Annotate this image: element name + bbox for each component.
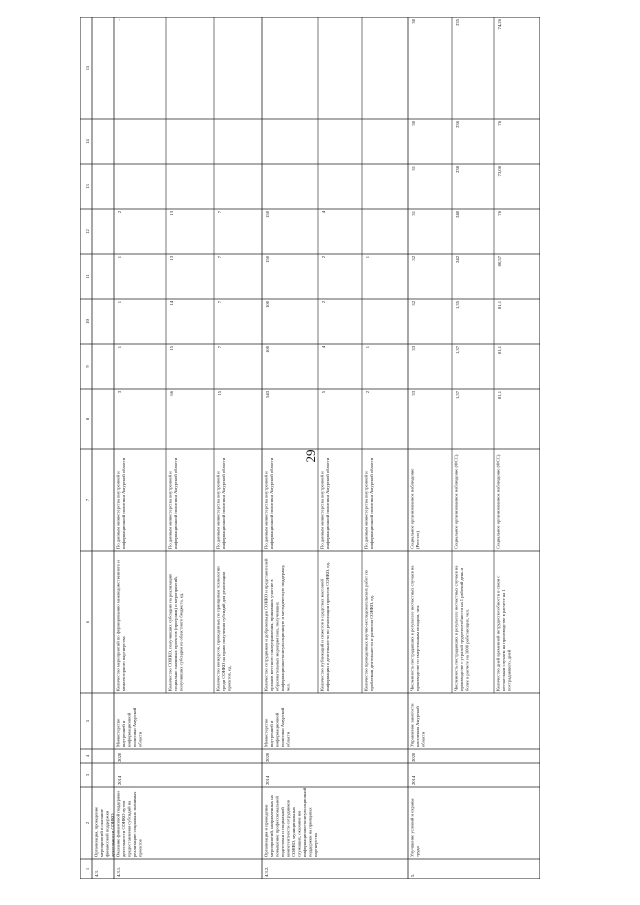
column-number-8: 8 [85, 417, 90, 421]
indicator-name: Численность пострадавших в результате несчастных случаев напроизводстве со смертельным исходом, чел. [409, 565, 421, 691]
row-start-year: 2014 [265, 775, 270, 785]
row-measure-name: Улучшение условий и охранытруда [409, 798, 421, 857]
indicator-value: 13 [169, 211, 174, 216]
indicator-value: 31 [411, 211, 416, 216]
indicator-value: 235 [455, 19, 460, 26]
row-start-year: 2014 [411, 775, 416, 785]
column-number-14: 14 [85, 139, 90, 144]
column-number-1: 1 [85, 867, 90, 871]
column-number-4: 4 [85, 754, 90, 758]
indicator-value: 5 [321, 391, 326, 394]
indicator-value: 33 [411, 391, 416, 396]
row-start-year: 2014 [117, 775, 122, 785]
rotated-table-sheet [80, 17, 540, 879]
indicator-value: 150 [265, 256, 270, 263]
indicator-value: 81,1 [497, 346, 502, 355]
column-number-10: 10 [85, 319, 90, 324]
indicator-value: 1,37 [455, 346, 460, 355]
column-number-5: 5 [85, 719, 90, 723]
indicator-source: По данным министерства внутренней иинформационной политики Амурской области [363, 457, 375, 549]
row-number: 4.3. [94, 870, 99, 877]
indicator-value: 2 [321, 256, 326, 259]
indicator-value: 80,57 [497, 256, 502, 267]
indicator-value: 7 [217, 256, 222, 259]
indicator-value: 1 [365, 346, 370, 349]
row-executor: Министерствовнутренней иинформационнойполитики Амурскойобласти [115, 707, 143, 747]
column-number-12: 12 [85, 229, 90, 234]
indicator-value: 30 [411, 121, 416, 126]
indicator-value: 30 [411, 19, 416, 24]
column-number-6: 6 [85, 620, 90, 624]
column-number-13: 13 [85, 184, 90, 189]
indicator-value: 13 [169, 256, 174, 261]
indicator-source: Социальное организованное наблюдение (ФСС) [495, 454, 501, 549]
indicator-name: Количество мероприятий по формированию межведомственного имежсекторного партнерства [115, 560, 127, 691]
row-end-year: 2020 [411, 752, 416, 762]
indicator-source: Социальное организованное наблюдение (ФСС) [453, 454, 459, 549]
column-number-3: 3 [85, 773, 90, 777]
indicator-value: 76 [497, 211, 502, 216]
indicator-value: - [117, 19, 122, 21]
column-number-7: 7 [85, 498, 90, 502]
indicator-value: 238 [455, 166, 460, 173]
indicator-name: Количество конкурсов, проведенных по принципам технологиисреди СОНКО на право получения субсидий для реализациипроектов, ед. [215, 566, 232, 691]
indicator-value: 1 [117, 301, 122, 304]
indicator-value: 100 [265, 346, 270, 353]
indicator-value: 73,06 [497, 166, 502, 177]
indicator-name: Количество сотрудников и добровольцев СОНКО и представителейорганов местного самоуправления, принявших участие вобразовательных мероприятиях, получившихинформационно-консультационную и методическую поддержку,чел. [263, 558, 291, 691]
indicator-value: 543 [265, 391, 270, 398]
indicator-value: 242 [455, 256, 460, 263]
table-body [80, 17, 540, 879]
column-number-9: 9 [85, 365, 90, 368]
indicator-value: 74,26 [497, 19, 502, 30]
indicator-value: 31 [411, 166, 416, 171]
indicator-value: 1 [117, 256, 122, 259]
row-measure-name: Организация и проведениемероприятий, направленных наповышение профессиональнойподготовки и социальнойкомпетентности сотрудниковСОНКО, муниципальныхслужащих, оказание иминформационно-консультационнойподдержки на принципахпартнерства [263, 787, 319, 857]
indicator-source: По данным министерства внутренней иинформационной политики Амурской области [115, 457, 127, 549]
indicator-value: 76 [497, 121, 502, 126]
page-number: 29 [303, 449, 318, 463]
row-end-year: 2020 [265, 752, 270, 762]
indicator-source: По данным министерства внутренней иинформационной политики Амурской области [263, 457, 275, 549]
indicator-value: 4 [321, 211, 326, 214]
indicator-value: 236 [455, 121, 460, 128]
row-number: 4.3.2. [264, 866, 269, 877]
indicator-name: Численность пострадавших в результате несчастных случаев напроизводстве с утратой трудоспособности на 1 рабочий день иболее в расчете на 1000 работающих, чел. [453, 565, 470, 691]
indicator-name: Количество СОНКО, получивших субсидию на реализациюсоциально значимых проектов (программ) и мероприятий,получивших субсидии из областного бюджета, ед. [167, 573, 184, 691]
indicator-name: Количество проведенных научно-исследовательских работ попроблемам деятельности и развития СОНКО, ед. [363, 570, 375, 691]
row-number: 4.3.1. [116, 866, 121, 877]
indicator-value: 32 [411, 301, 416, 306]
indicator-value: 14 [169, 301, 174, 306]
indicator-value: 1 [365, 256, 370, 259]
row-measure-name: Организация, проведениемероприятий и оказаниефинансовой поддержкидеятельности СОНКО [93, 806, 116, 857]
indicator-value: 150 [265, 211, 270, 218]
indicator-name: Количество публикаций и сюжетов в средствах массовойинформации о деятельности по реализации проектов СОНКО, ед. [319, 562, 331, 691]
indicator-value: 33 [411, 346, 416, 351]
indicator-value: 81,1 [497, 391, 502, 400]
indicator-value: 2 [117, 211, 122, 214]
indicator-value: 100 [265, 301, 270, 308]
indicator-source: По данным министерства внутренней иинформационной политики Амурской области [215, 457, 227, 549]
column-number-11: 11 [85, 274, 90, 279]
indicator-value: 240 [455, 211, 460, 218]
indicator-value: 1,37 [455, 391, 460, 400]
column-number-2: 2 [85, 821, 90, 825]
indicator-source: По данным министерства внутренней иинформационной политики Амурской области [319, 457, 331, 549]
column-number-15: 15 [85, 65, 90, 71]
indicator-value: 7 [217, 211, 222, 214]
indicator-value: 7 [217, 346, 222, 349]
indicator-source: Социальное организованное наблюдение(Росстат) [409, 468, 421, 549]
indicator-value: 1,35 [455, 301, 460, 310]
indicator-value: 7 [217, 301, 222, 304]
row-executor: Управление занятостинаселения Амурскойобласти [409, 703, 426, 747]
indicator-value: 3 [117, 391, 122, 394]
row-end-year: 2020 [117, 752, 122, 762]
indicator-value: 81,1 [497, 301, 502, 310]
indicator-value: 15 [217, 391, 222, 396]
row-number: 5. [410, 873, 415, 877]
row-measure-name: Оказание финансовой поддержкидеятельности СОНКО путемпредоставления субсидий нареализацию социально значимыхпроектов [115, 791, 143, 857]
indicator-value: 15 [169, 346, 174, 351]
indicator-value: 32 [411, 256, 416, 261]
indicator-value: 66 [169, 391, 174, 396]
indicator-value: 4 [321, 346, 326, 349]
indicator-source: По данным министерства внутренней иинформационной политики Амурской области [167, 457, 179, 549]
row-executor: Министерствовнутренней иинформационнойполитики Амурскойобласти [263, 707, 291, 747]
indicator-table [80, 17, 540, 879]
indicator-value: 1 [117, 346, 122, 349]
indicator-value: 2 [321, 301, 326, 304]
indicator-value: 2 [365, 391, 370, 394]
indicator-name: Количество дней временной нетрудоспособности в связи снесчастным случаем на производстве в расчете на 1пострадавшего, дней [495, 575, 512, 691]
